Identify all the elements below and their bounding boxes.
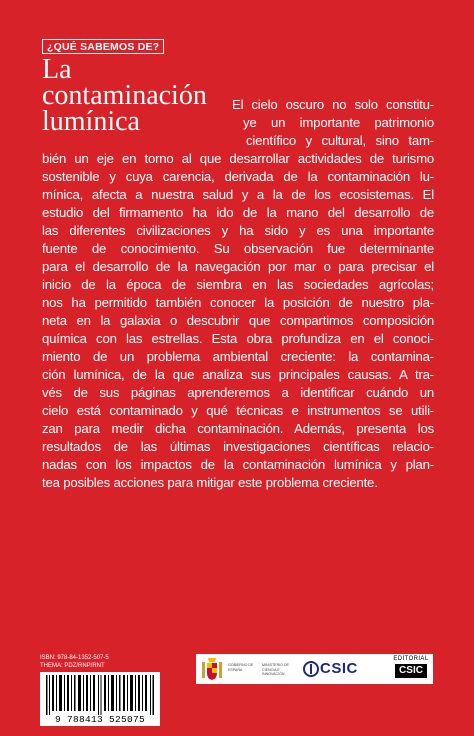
blurb-line: mínica, afecta a nuestra salud y a la de los ecosistemas. El: [42, 187, 434, 202]
ministry-text: MINISTERIO DE CIENCIA E INNOVACIÓN: [262, 663, 289, 676]
spain-coat-of-arms-icon: [200, 656, 224, 682]
blurb-line: resultados de las últimas investigaciones científicas relacio-: [42, 439, 434, 454]
thema-text: THEMA: PDZ/RNP/RNT: [40, 663, 105, 669]
blurb-line: bién un eje en torno al que desarrollar actividades de turismo: [42, 151, 434, 166]
blurb-line: estudio del firmamento ha ido de la mano del desarrollo de: [42, 205, 434, 220]
blurb-line: inicio de la época de siembra en las sociedades agrícolas;: [42, 277, 434, 292]
barcode-digits: 9 788413 525075: [54, 714, 145, 725]
blurb-line: sostenible y cuya carencia, derivada de la contaminación lu-: [42, 169, 434, 184]
series-tag: ¿QUÉ SABEMOS DE?: [42, 39, 164, 54]
title-line-2: contaminación: [42, 80, 207, 111]
csic-emblem-icon: [303, 660, 319, 678]
isbn-barcode: [40, 672, 160, 726]
editorial-box: CSIC: [395, 664, 427, 678]
title-line-3: lumínica: [42, 106, 140, 137]
blurb-line: nadas con los impactos de la contaminación lumínica y plan-: [42, 457, 434, 472]
blurb-line: fuente de conocimiento. Su observación fue determinante: [42, 241, 434, 256]
blurb-line: miento de un problema ambiental creciente: la contamina-: [42, 349, 434, 364]
blurb-line: nos ha permitido también conocer la posición de nuestro pla-: [42, 295, 434, 310]
editorial-label: EDITORIAL: [393, 656, 429, 662]
blurb-line: científico y cultural, sino tam-: [246, 133, 434, 148]
gov-text: GOBIERNO DE ESPAÑA: [228, 663, 254, 672]
blurb-line: zan para medir dicha contaminación. Además, presenta los: [42, 421, 434, 436]
blurb-line: ye un importante patrimonio: [243, 115, 434, 130]
publisher-logos: [196, 654, 433, 684]
isbn-text: ISBN: 978-84-1352-507-5: [40, 655, 109, 661]
blurb-line: las diferentes civilizaciones y ha sido y es una importante: [42, 223, 434, 238]
blurb-line: tea posibles acciones para mitigar este problema creciente.: [42, 475, 378, 490]
barcode-bars: [46, 675, 154, 715]
blurb-line: El cielo oscuro no solo constitu-: [232, 97, 434, 112]
legal-info: [40, 654, 109, 670]
blurb-line: ción lumínica, de la que analiza sus principales causas. A tra-: [42, 367, 434, 382]
csic-logo-text: CSIC: [320, 660, 358, 677]
title-line-1: La: [42, 54, 72, 85]
blurb-line: química con las estrellas. Esta obra profundiza en el conoci-: [42, 331, 434, 346]
blurb-line: para el desarrollo de la navegación por mar o para precisar el: [42, 259, 434, 274]
blurb-line: vés de sus páginas aprenderemos a identificar cuándo un: [42, 385, 434, 400]
blurb-line: neta en la galaxia o descubrir que compartimos composición: [42, 313, 434, 328]
blurb-line: cielo está contaminado y qué técnicas e instrumentos se utili-: [42, 403, 434, 418]
editorial-csic-logo: [392, 656, 430, 682]
